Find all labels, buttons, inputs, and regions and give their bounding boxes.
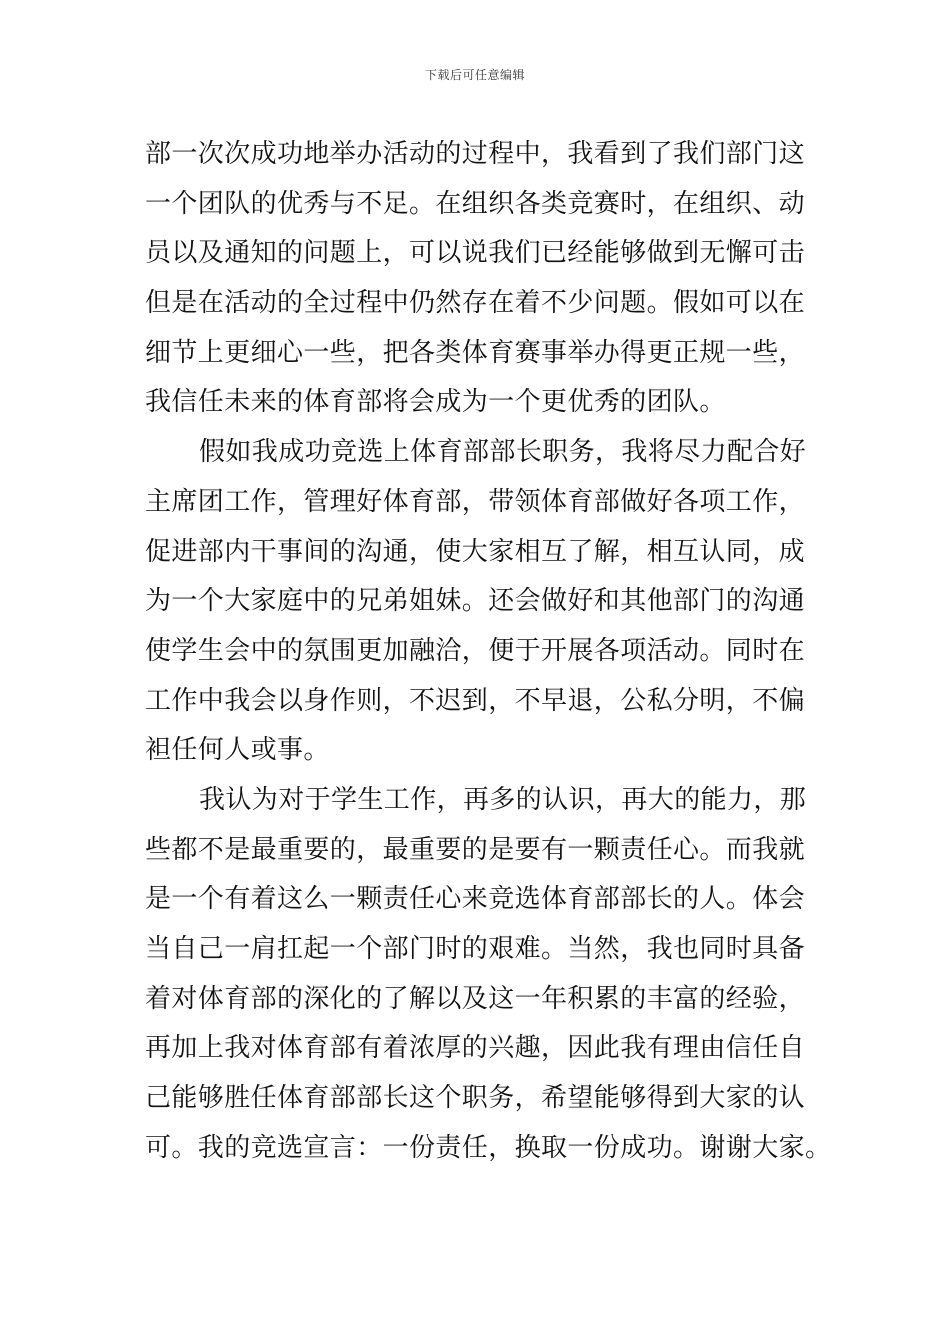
document-body [145,130,832,1173]
text-line: 部一次次成功地举办活动的过程中，我看到了我们部门这 [145,139,806,169]
text-line: 己能够胜任体育部部长这个职务，希望能够得到大家的认 [145,1083,806,1114]
text-line: 细节上更细心一些，把各类体育赛事举办得更正规一些， [145,337,806,368]
text-line: 可。我的竞选宣言：一份责任，换取一份成功。谢谢大家。 [145,1132,832,1163]
text-line: 工作中我会以身作则，不迟到，不早退，公私分明，不偏 [145,685,806,716]
text-line: 一个团队的优秀与不足。在组织各类竞赛时，在组织、动 [145,188,806,219]
text-line: 些都不是最重要的，最重要的是要有一颗责任心。而我就 [145,834,806,865]
text-line: 我认为对于学生工作，再多的认识，再大的能力，那 [199,784,807,815]
text-line: 当自己一肩扛起一个部门时的艰难。当然，我也同时具备 [145,934,806,964]
text-line: 我信任未来的体育部将会成为一个更优秀的团队。 [145,387,726,418]
text-line: 假如我成功竞选上体育部部长职务，我将尽力配合好 [199,437,807,468]
page-header: 下载后可任意编辑 [424,68,525,82]
text-line: 为一个大家庭中的兄弟姐妹。还会做好和其他部门的沟通 [145,586,806,617]
text-line: 但是在活动的全过程中仍然存在着不少问题。假如可以在 [145,288,806,319]
text-line: 袒任何人或事。 [145,735,330,766]
text-line: 促进部内干事间的沟通，使大家相互了解，相互认同，成 [145,536,806,567]
text-line: 使学生会中的氛围更加融洽，便于开展各项活动。同时在 [145,635,806,666]
text-line: 主席团工作，管理好体育部，带领体育部做好各项工作， [145,486,806,517]
text-line: 再加上我对体育部有着浓厚的兴趣，因此我有理由信任自 [145,1033,806,1064]
paragraph [145,130,810,428]
paragraph [145,776,832,1174]
text-line: 是一个有着这么一颗责任心来竞选体育部部长的人。体会 [145,884,806,915]
text-line: 着对体育部的深化的了解以及这一年积累的丰富的经验， [145,983,806,1014]
text-line: 员以及通知的问题上，可以说我们已经能够做到无懈可击 [145,238,806,269]
paragraph [145,428,810,776]
